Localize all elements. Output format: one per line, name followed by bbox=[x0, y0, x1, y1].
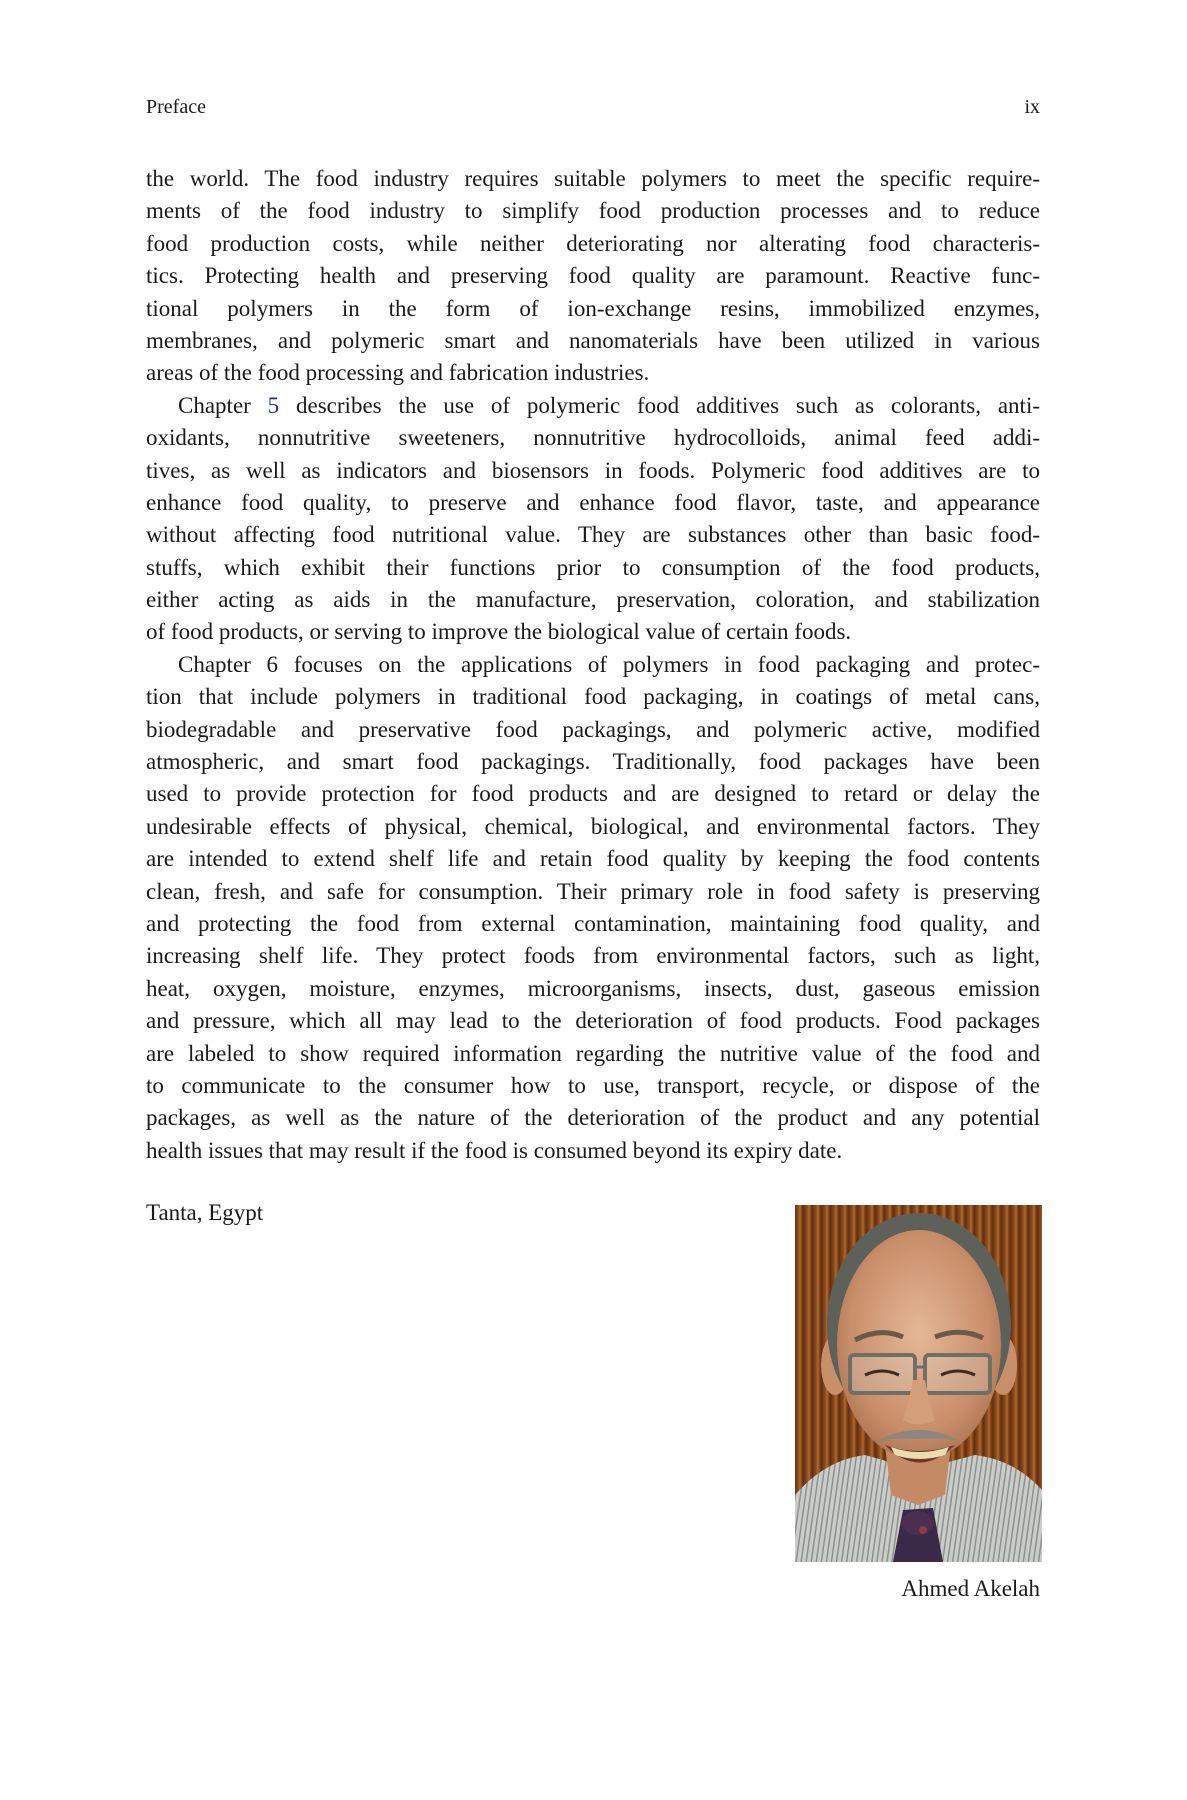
text-line: health issues that may result if the food is consumed beyond its expiry date. bbox=[146, 1137, 843, 1163]
text-line: and protecting the food from external contamination, maintaining food quality, and bbox=[146, 910, 1040, 936]
text-line: membranes, and polymeric smart and nanomaterials have been utilized in various bbox=[146, 327, 1040, 353]
text-line: used to provide protection for food products and are designed to retard or delay the bbox=[146, 781, 1040, 807]
text-line: undesirable effects of physical, chemical, biological, and environmental factors. They bbox=[146, 813, 1040, 839]
text-line: Chapter 6 focuses on the applications of polymers in food packaging and protec- bbox=[178, 651, 1040, 677]
text-line: of food products, or serving to improve the biological value of certain foods. bbox=[146, 619, 852, 645]
text-line: increasing shelf life. They protect foods from environmental factors, such as light, bbox=[146, 943, 1040, 969]
preface-body bbox=[146, 163, 1040, 1167]
text-line: food production costs, while neither deteriorating nor alterating food characteris- bbox=[146, 230, 1040, 256]
text-line: without affecting food nutritional value. They are substances other than basic food- bbox=[146, 522, 1040, 548]
text-line: ments of the food industry to simplify food production processes and to reduce bbox=[146, 198, 1040, 224]
text-line: packages, as well as the nature of the deterioration of the product and any potential bbox=[146, 1105, 1040, 1131]
text-line: tives, as well as indicators and biosensors in foods. Polymeric food additives are to bbox=[146, 457, 1040, 483]
text-line: enhance food quality, to preserve and enhance food flavor, taste, and appearance bbox=[146, 489, 1040, 515]
chapter-5-link[interactable]: 5 bbox=[267, 392, 280, 418]
author-name: Ahmed Akelah bbox=[901, 1576, 1040, 1601]
text-fragment: Chapter bbox=[178, 392, 268, 418]
text-line: are intended to extend shelf life and retain food quality by keeping the food contents bbox=[146, 846, 1040, 872]
signoff-location: Tanta, Egypt bbox=[146, 1200, 264, 1225]
text-line: to communicate to the consumer how to use, transport, recycle, or dispose of the bbox=[146, 1072, 1040, 1098]
text-line: clean, fresh, and safe for consumption. Their primary role in food safety is preserving bbox=[146, 878, 1040, 904]
text-line: biodegradable and preservative food packagings, and polymeric active, modified bbox=[146, 716, 1040, 742]
text-fragment: describes the use of polymeric food additives such as colorants, anti- bbox=[279, 392, 1040, 418]
author-photo bbox=[795, 1205, 1042, 1562]
text-line: tional polymers in the form of ion-exchange resins, immobilized enzymes, bbox=[146, 295, 1040, 321]
running-head bbox=[146, 94, 1040, 120]
running-head-title: Preface bbox=[146, 96, 206, 118]
text-line: stuffs, which exhibit their functions prior to consumption of the food products, bbox=[146, 554, 1040, 580]
text-line: and pressure, which all may lead to the deterioration of food products. Food packages bbox=[146, 1008, 1040, 1034]
text-line: tics. Protecting health and preserving food quality are paramount. Reactive func- bbox=[146, 263, 1040, 289]
text-line: heat, oxygen, moisture, enzymes, microorganisms, insects, dust, gaseous emission bbox=[146, 975, 1040, 1001]
text-line: either acting as aids in the manufacture, preservation, coloration, and stabilization bbox=[146, 587, 1040, 613]
text-line: atmospheric, and smart food packagings. Traditionally, food packages have been bbox=[146, 749, 1040, 775]
text-line: tion that include polymers in traditional food packaging, in coatings of metal cans, bbox=[146, 684, 1040, 710]
text-line: areas of the food processing and fabrication industries. bbox=[146, 360, 650, 386]
text-line: are labeled to show required information regarding the nutritive value of the food and bbox=[146, 1040, 1040, 1066]
text-line: the world. The food industry requires suitable polymers to meet the specific require- bbox=[146, 166, 1040, 191]
paragraph-3 bbox=[146, 649, 1040, 1167]
paragraph-1 bbox=[146, 163, 1040, 390]
text-line: oxidants, nonnutritive sweeteners, nonnutritive hydrocolloids, animal feed addi- bbox=[146, 425, 1040, 451]
portrait-illustration bbox=[795, 1205, 1042, 1562]
paragraph-2 bbox=[146, 390, 1040, 649]
page-number: ix bbox=[1024, 96, 1040, 118]
text-line-first bbox=[146, 390, 1040, 422]
